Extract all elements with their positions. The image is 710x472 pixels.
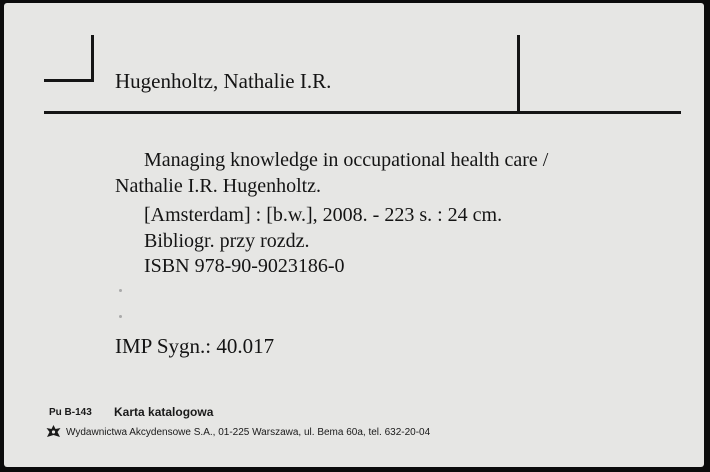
publisher-logo-icon — [45, 424, 62, 439]
paper-speck — [119, 289, 122, 292]
form-code: Pu B-143 — [49, 407, 92, 418]
bibliography-note: Bibliogr. przy rozdz. — [144, 230, 310, 252]
catalog-card — [4, 3, 704, 467]
corner-bracket-vertical — [91, 35, 94, 81]
form-name: Karta katalogowa — [114, 405, 214, 419]
vertical-divider — [517, 35, 520, 113]
call-number: IMP Sygn.: 40.017 — [115, 334, 275, 358]
paper-speck — [119, 315, 122, 318]
heading-rule — [44, 111, 681, 114]
author-heading: Hugenholtz, Nathalie I.R. — [115, 69, 332, 93]
publisher-line: Wydawnictwa Akcydensowe S.A., 01-225 Warszawa, ul. Bema 60a, tel. 632-20-04 — [66, 427, 431, 438]
title-line-2: Nathalie I.R. Hugenholtz. — [115, 175, 322, 197]
isbn-line: ISBN 978-90-9023186-0 — [144, 255, 345, 277]
title-line-1: Managing knowledge in occupational health care / — [144, 149, 549, 171]
corner-bracket-horizontal — [44, 79, 94, 82]
imprint-line: [Amsterdam] : [b.w.], 2008. - 223 s. : 24 cm. — [144, 204, 503, 226]
